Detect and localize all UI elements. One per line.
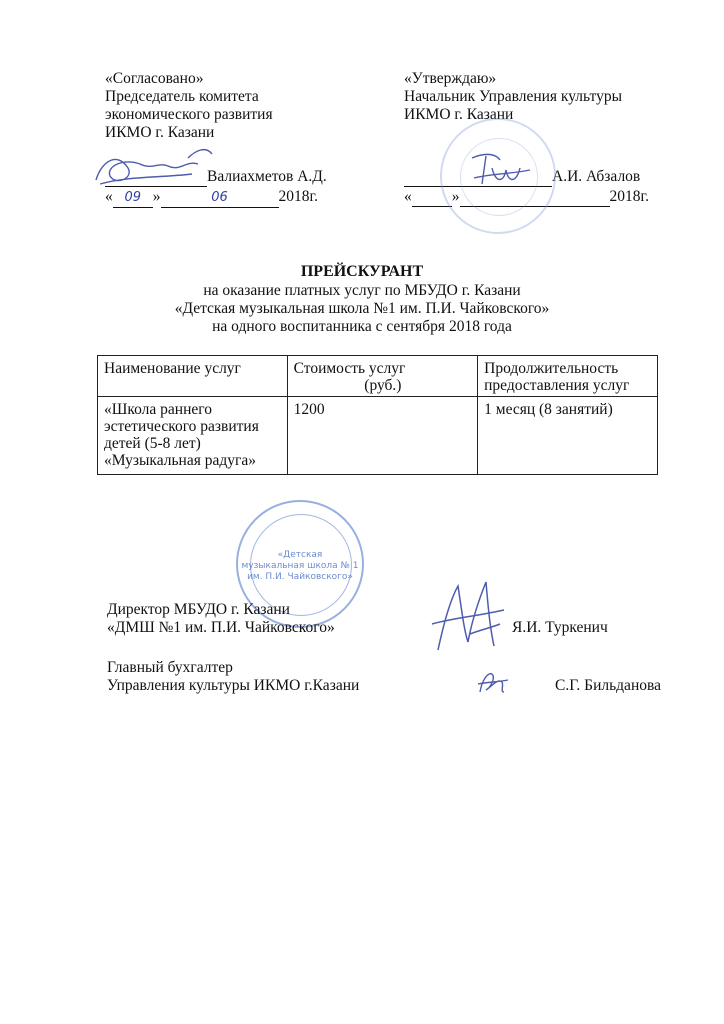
title-line-2: «Детская музыкальная школа №1 им. П.И. Чайковского» xyxy=(174,300,550,317)
service-name-line: эстетического развития xyxy=(104,418,259,435)
date-day-handwritten: 09 xyxy=(113,189,153,208)
approval-left-label: «Согласовано» xyxy=(105,70,204,87)
accountant-name: С.Г. Бильданова xyxy=(555,677,661,694)
accountant-line-1: Главный бухгалтер xyxy=(107,659,233,676)
approval-right-block xyxy=(404,70,622,124)
stamp-center-text xyxy=(238,550,362,583)
approval-left-position-2: экономического развития xyxy=(105,106,273,123)
header-text: (руб.) xyxy=(364,377,402,394)
stamp-text-line: им. П.И. Чайковского» xyxy=(247,572,353,582)
accountant-block xyxy=(107,659,359,695)
table-row xyxy=(98,397,658,475)
header-text: Продолжительность xyxy=(484,360,619,377)
director-block xyxy=(107,601,335,637)
price-table xyxy=(97,355,658,475)
approval-right-label: «Утверждаю» xyxy=(404,70,497,87)
approval-right-name: А.И. Абзалов xyxy=(552,168,641,185)
header-cell-name xyxy=(98,356,288,397)
header-text: Стоимость услуг xyxy=(293,360,406,377)
service-name-line: детей (5-8 лет) xyxy=(104,435,201,452)
date-month-handwritten: 06 xyxy=(161,189,279,208)
approval-left-name: Валиахметов А.Д. xyxy=(207,168,327,185)
director-handwritten-signature xyxy=(428,572,508,662)
document-title-block xyxy=(0,262,724,336)
title-line-1: на оказание платных услуг по МБУДО г. Казани xyxy=(203,282,521,299)
header-cell-duration xyxy=(478,356,658,397)
accountant-handwritten-signature xyxy=(474,668,510,698)
header-text: Наименование услуг xyxy=(104,360,241,377)
date-year: 2018г. xyxy=(278,188,318,205)
stamp-text-line: «Детская xyxy=(277,550,323,560)
stamp-text-line: музыкальная школа № 1 xyxy=(241,561,359,571)
service-name-line: «Музыкальная радуга» xyxy=(104,452,256,469)
approval-left-position-1: Председатель комитета xyxy=(105,88,259,105)
date-open-quote: « xyxy=(105,188,113,205)
header-cell-price xyxy=(287,356,478,397)
date-close-quote: » xyxy=(152,188,161,205)
cell-price: 1200 xyxy=(287,397,478,475)
director-line-1: Директор МБУДО г. Казани xyxy=(107,601,290,618)
date-close-quote: » xyxy=(451,188,460,205)
director-name: Я.И. Туркенич xyxy=(512,619,608,636)
approval-right-position-1: Начальник Управления культуры xyxy=(404,88,622,105)
accountant-line-2: Управления культуры ИКМО г.Казани xyxy=(107,677,360,694)
header-text: предоставления услуг xyxy=(484,377,630,394)
title-line-3: на одного воспитанника с сентября 2018 года xyxy=(212,318,512,335)
date-year: 2018г. xyxy=(609,188,649,205)
approval-right-position-2: ИКМО г. Казани xyxy=(404,106,514,123)
document-title: ПРЕЙСКУРАНТ xyxy=(300,263,424,280)
cell-duration: 1 месяц (8 занятий) xyxy=(478,397,658,475)
approval-left-position-3: ИКМО г. Казани xyxy=(105,124,215,141)
left-handwritten-signature xyxy=(88,140,218,200)
right-handwritten-signature xyxy=(466,148,536,192)
date-open-quote: « xyxy=(404,188,412,205)
table-header-row xyxy=(98,356,658,397)
approval-left-block xyxy=(105,70,273,142)
director-line-2: «ДМШ №1 им. П.И. Чайковского» xyxy=(107,619,335,636)
service-name-line: «Школа раннего xyxy=(104,401,212,418)
cell-service-name xyxy=(98,397,288,475)
